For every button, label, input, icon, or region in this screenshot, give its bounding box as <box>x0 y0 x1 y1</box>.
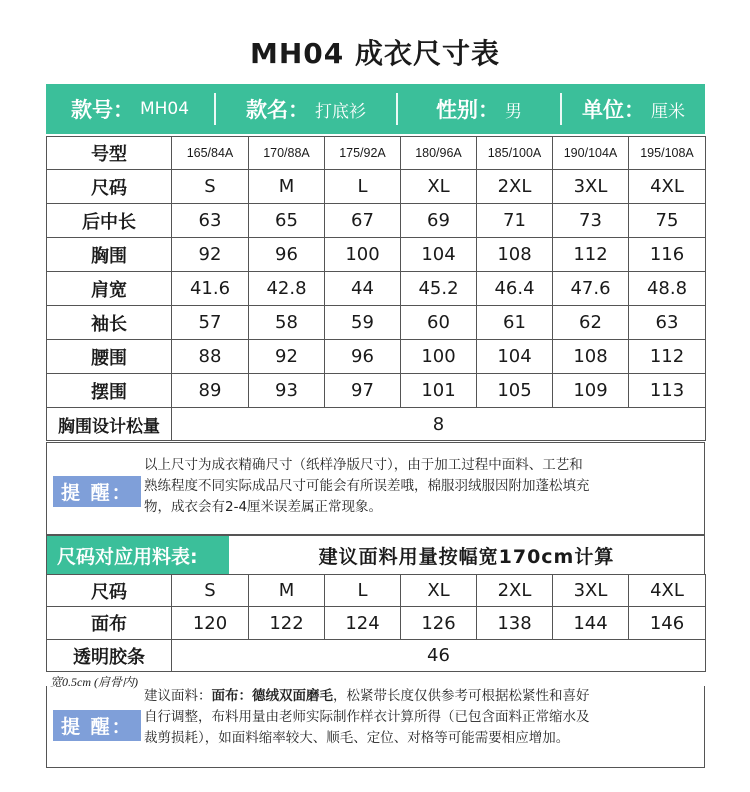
cell: 104 <box>401 238 477 272</box>
cell: 104 <box>477 340 553 374</box>
reminder-badge: 提 醒： <box>53 710 141 741</box>
table-row <box>47 137 706 170</box>
row-label: 袖长 <box>47 306 172 340</box>
cell: 41.6 <box>172 272 249 306</box>
cell: 62 <box>553 306 629 340</box>
cell: 3XL <box>553 575 629 607</box>
fabric-recommendation: 面布：德绒双面磨毛 <box>211 688 333 704</box>
ease-value: 8 <box>172 408 706 441</box>
table-row <box>47 340 706 374</box>
cell: 96 <box>325 340 401 374</box>
cell: 61 <box>477 306 553 340</box>
table-row <box>47 640 706 672</box>
cell: 2XL <box>477 170 553 204</box>
cell: 59 <box>325 306 401 340</box>
cell: 124 <box>325 607 401 640</box>
cell: 195/108A <box>629 137 706 170</box>
gender-value: 男 <box>505 101 522 122</box>
cell: 48.8 <box>629 272 706 306</box>
cell: 165/84A <box>172 137 249 170</box>
cell: 185/100A <box>477 137 553 170</box>
cell: 97 <box>325 374 401 408</box>
cell: 4XL <box>629 170 706 204</box>
cell: 146 <box>629 607 706 640</box>
style-number-label: 款号： <box>70 98 134 122</box>
cell: 113 <box>629 374 706 408</box>
cell: 65 <box>249 204 325 238</box>
divider <box>214 93 216 125</box>
style-number-value: MH04 <box>139 99 190 119</box>
table-row <box>47 575 706 607</box>
cell: M <box>249 170 325 204</box>
cell: 47.6 <box>553 272 629 306</box>
cell: L <box>325 575 401 607</box>
remark-line <box>144 686 590 707</box>
row-label: 后中长 <box>47 204 172 238</box>
cell: 170/88A <box>249 137 325 170</box>
style-number-cell <box>46 84 214 134</box>
table-row <box>47 204 706 238</box>
cell: L <box>325 170 401 204</box>
row-label: 尺码 <box>47 575 172 607</box>
style-name-cell <box>216 84 396 134</box>
row-label: 摆围 <box>47 374 172 408</box>
cell: 120 <box>172 607 249 640</box>
cell: 180/96A <box>401 137 477 170</box>
cell: 73 <box>553 204 629 238</box>
cell: 93 <box>249 374 325 408</box>
cell: 122 <box>249 607 325 640</box>
row-label: 尺码 <box>47 170 172 204</box>
cell: 112 <box>553 238 629 272</box>
cell: 126 <box>401 607 477 640</box>
tape-length-value: 46 <box>172 640 706 672</box>
cell: 116 <box>629 238 706 272</box>
gender-cell <box>398 84 560 134</box>
page-title: MH04 成衣尺寸表 <box>249 37 500 70</box>
cell: 112 <box>629 340 706 374</box>
row-label: 胸围 <box>47 238 172 272</box>
row-label: 腰围 <box>47 340 172 374</box>
cell: 101 <box>401 374 477 408</box>
cell: 57 <box>172 306 249 340</box>
remark-rest: ，松紧带长度仅供参考可根据松紧性和喜好 <box>333 688 590 704</box>
cell: 108 <box>477 238 553 272</box>
cell: S <box>172 575 249 607</box>
remark-text <box>144 686 590 749</box>
table-row <box>47 238 706 272</box>
unit-label: 单位： <box>582 98 645 122</box>
cell: M <box>249 575 325 607</box>
remark-prefix: 建议面料： <box>144 688 212 704</box>
cell: 88 <box>172 340 249 374</box>
unit-value: 厘米 <box>651 101 685 122</box>
cell: 92 <box>172 238 249 272</box>
fabric-table <box>46 574 706 672</box>
remark-line: 以上尺寸为成衣精确尺寸（纸样净版尺寸），由于加工过程中面料、工艺和 <box>144 457 583 473</box>
fabric-table-title: 尺码对应用料表: <box>47 536 229 574</box>
cell: 75 <box>629 204 706 238</box>
tape-width-note: 宽0.5cm (肩骨内) <box>50 675 138 689</box>
unit-cell <box>562 84 705 134</box>
table-row <box>47 607 706 640</box>
table-row <box>47 170 706 204</box>
cell: 42.8 <box>249 272 325 306</box>
ease-label: 胸围设计松量 <box>47 408 172 441</box>
fabric-width-note: 建议面料用量按幅宽170cm计算 <box>318 545 615 568</box>
reminder-badge: 提 醒： <box>53 476 141 507</box>
row-label: 肩宽 <box>47 272 172 306</box>
remark-line: 自行调整，布料用量由老师实际制作样衣计算所得（已包含面料正常缩水及 <box>144 709 590 725</box>
remark-text <box>144 455 590 518</box>
cell: XL <box>401 170 477 204</box>
table-row <box>47 374 706 408</box>
cell: 108 <box>553 340 629 374</box>
cell: 71 <box>477 204 553 238</box>
header-bar <box>46 84 705 134</box>
cell: 3XL <box>553 170 629 204</box>
cell: 2XL <box>477 575 553 607</box>
cell: 138 <box>477 607 553 640</box>
table-row <box>47 408 706 441</box>
cell: 190/104A <box>553 137 629 170</box>
remark-box-2 <box>46 686 705 768</box>
cell: 46.4 <box>477 272 553 306</box>
table-row <box>47 306 706 340</box>
divider <box>396 93 398 125</box>
divider <box>560 93 562 125</box>
fabric-header-bar <box>46 535 705 575</box>
remark-line: 物，成衣会有2-4厘米误差属正常现象。 <box>144 499 383 515</box>
style-name-value: 打底衫 <box>315 101 366 122</box>
cell: 144 <box>553 607 629 640</box>
remark-box-1 <box>46 442 705 535</box>
style-name-label: 款名： <box>246 98 309 122</box>
cell: 67 <box>325 204 401 238</box>
cell: 96 <box>249 238 325 272</box>
size-table <box>46 136 706 441</box>
cell: 89 <box>172 374 249 408</box>
row-label: 面布 <box>47 607 172 640</box>
gender-label: 性别： <box>436 98 499 122</box>
remark-line: 裁剪损耗），如面料缩率较大、顺毛、定位、对格等可能需要相应增加。 <box>144 730 570 746</box>
cell: 45.2 <box>401 272 477 306</box>
cell: 4XL <box>629 575 706 607</box>
cell: 69 <box>401 204 477 238</box>
row-label: 透明胶条 <box>47 640 172 672</box>
cell: 105 <box>477 374 553 408</box>
table-row <box>47 272 706 306</box>
cell: 58 <box>249 306 325 340</box>
row-label: 号型 <box>47 137 172 170</box>
remark-line: 熟练程度不同实际成品尺寸可能会有所误差哦，棉服羽绒服因附加蓬松填充 <box>144 478 590 494</box>
cell: 100 <box>325 238 401 272</box>
cell: 63 <box>629 306 706 340</box>
cell: 60 <box>401 306 477 340</box>
cell: 92 <box>249 340 325 374</box>
cell: 100 <box>401 340 477 374</box>
cell: 175/92A <box>325 137 401 170</box>
cell: 63 <box>172 204 249 238</box>
cell: 109 <box>553 374 629 408</box>
cell: XL <box>401 575 477 607</box>
cell: S <box>172 170 249 204</box>
cell: 44 <box>325 272 401 306</box>
